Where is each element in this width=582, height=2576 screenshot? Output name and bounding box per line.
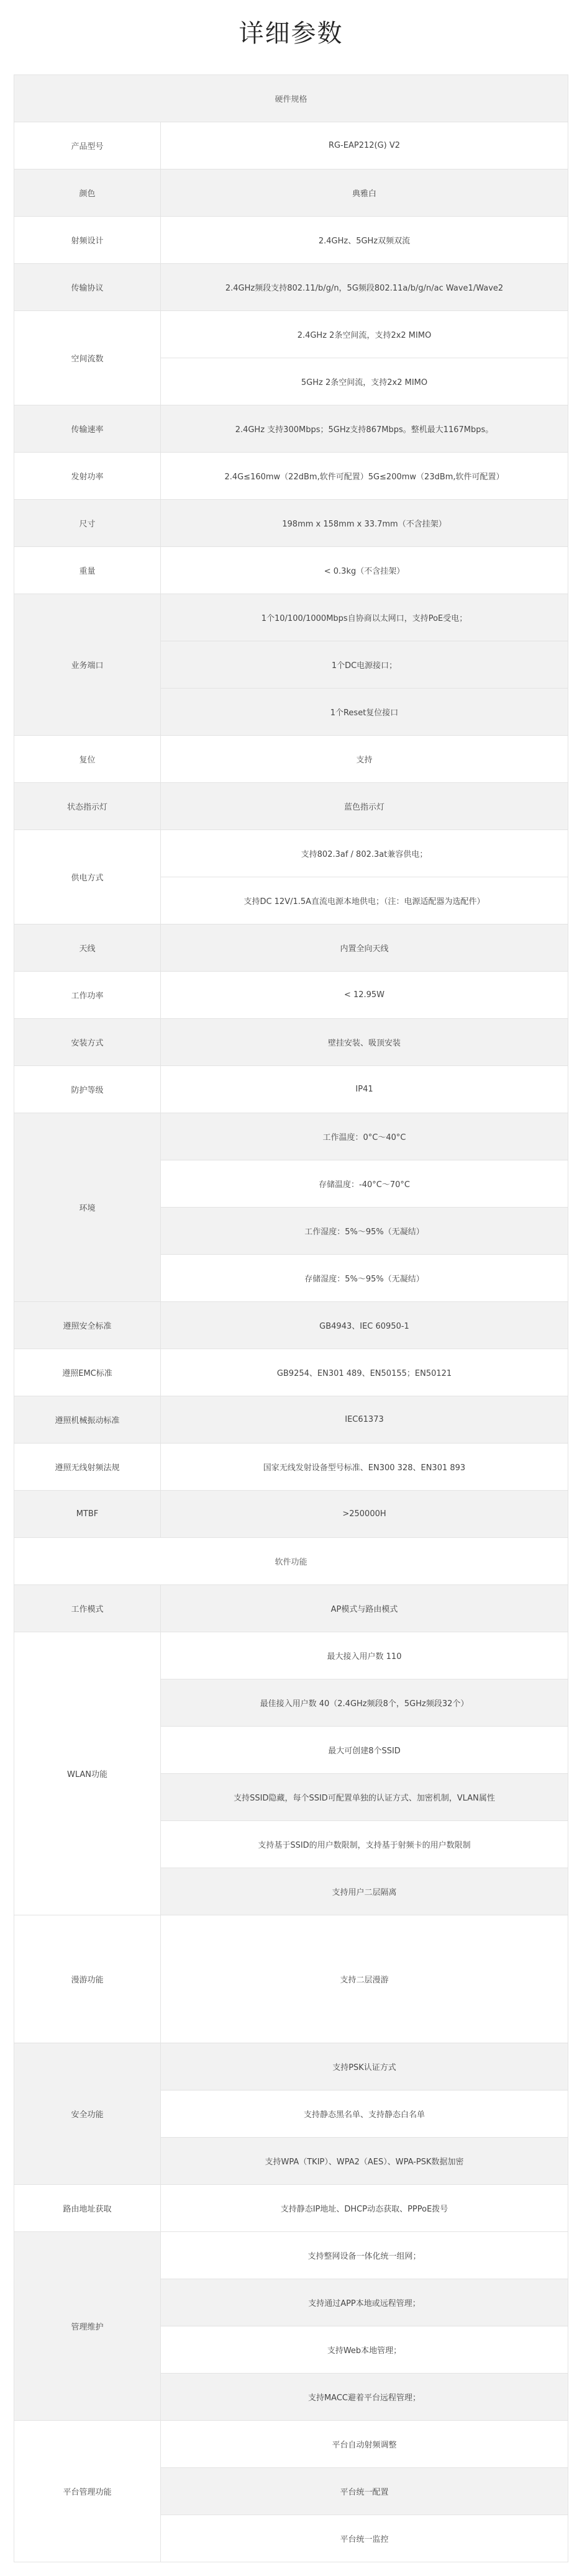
spec-value: 5GHz 2条空间流，支持2x2 MIMO xyxy=(161,358,568,405)
spec-row-routing xyxy=(14,2185,568,2232)
spec-value: 支持通过APP本地或远程管理； xyxy=(161,2279,568,2326)
spec-label: 颜色 xyxy=(14,169,161,217)
spec-label: 遵照安全标准 xyxy=(14,1302,161,1349)
spec-label: 复位 xyxy=(14,736,161,783)
spec-row-model xyxy=(14,122,568,169)
spec-label: 平台管理功能 xyxy=(14,2421,161,2562)
spec-label: WLAN功能 xyxy=(14,1632,161,1915)
spec-value: 蓝色指示灯 xyxy=(161,783,568,830)
spec-value: GB4943、IEC 60950-1 xyxy=(161,1302,568,1349)
spec-label: 产品型号 xyxy=(14,122,161,169)
spec-label: 传输速率 xyxy=(14,405,161,453)
spec-value: 支持用户二层隔离 xyxy=(161,1868,568,1915)
spec-row-mtbf xyxy=(14,1491,568,1538)
spec-value: 支持802.3af / 802.3at兼容供电； xyxy=(161,830,568,877)
spec-value: 支持Web本地管理； xyxy=(161,2326,568,2374)
spec-value: 最大可创建8个SSID xyxy=(161,1727,568,1774)
spec-value: 平台统一配置 xyxy=(161,2468,568,2515)
spec-value: 2.4GHz 支持300Mbps；5GHz支持867Mbps。整机最大1167Mbps。 xyxy=(161,405,568,453)
spec-value: 支持基于SSID的用户数限制，支持基于射频卡的用户数限制 xyxy=(161,1821,568,1868)
spec-row-platform xyxy=(14,2421,568,2468)
spec-value: 支持整网设备一体化统一组网； xyxy=(161,2232,568,2279)
spec-value: GB9254、EN301 489、EN50155；EN50121 xyxy=(161,1349,568,1396)
spec-row-weight xyxy=(14,547,568,594)
spec-label: 遵照机械振动标准 xyxy=(14,1396,161,1444)
spec-row-safety xyxy=(14,1302,568,1349)
spec-label: 业务端口 xyxy=(14,594,161,736)
spec-label: 路由地址获取 xyxy=(14,2185,161,2232)
spec-value: 典雅白 xyxy=(161,169,568,217)
spec-label: 尺寸 xyxy=(14,500,161,547)
spec-row-rate xyxy=(14,405,568,453)
spec-value: RG-EAP212(G) V2 xyxy=(161,122,568,169)
section-title: 软件功能 xyxy=(14,1538,568,1585)
spec-value: 国家无线发射设备型号标准、EN300 328、EN301 893 xyxy=(161,1444,568,1491)
spec-value: 支持静态黑名单、支持静态白名单 xyxy=(161,2090,568,2138)
spec-label: 空间流数 xyxy=(14,311,161,405)
spec-label: 管理维护 xyxy=(14,2232,161,2421)
spec-value: 2.4GHz、5GHz双频双流 xyxy=(161,217,568,264)
spec-row-mode xyxy=(14,1585,568,1632)
spec-label: 传输协议 xyxy=(14,264,161,311)
spec-label: 重量 xyxy=(14,547,161,594)
spec-row-color xyxy=(14,169,568,217)
page-title: 详细参数 xyxy=(239,19,343,48)
spec-row-mgmt xyxy=(14,2232,568,2279)
spec-row-ip xyxy=(14,1066,568,1113)
spec-value: 1个DC电源接口； xyxy=(161,641,568,689)
spec-label: 防护等级 xyxy=(14,1066,161,1113)
spec-label: 遵照无线射频法规 xyxy=(14,1444,161,1491)
spec-row-workpower xyxy=(14,972,568,1019)
spec-row-ports xyxy=(14,594,568,641)
section-software xyxy=(14,1538,568,1585)
spec-row-roam xyxy=(14,1915,568,2043)
spec-value: < 12.95W xyxy=(161,972,568,1019)
spec-row-rf xyxy=(14,217,568,264)
spec-value: 支持PSK认证方式 xyxy=(161,2043,568,2090)
spec-value: 198mm x 158mm x 33.7mm（不含挂架） xyxy=(161,500,568,547)
spec-value: 内置全向天线 xyxy=(161,924,568,972)
spec-label: 射频设计 xyxy=(14,217,161,264)
spec-label: 供电方式 xyxy=(14,830,161,924)
spec-value: 存储湿度：5%～95%（无凝结） xyxy=(161,1255,568,1302)
spec-row-security xyxy=(14,2043,568,2090)
spec-row-wlan xyxy=(14,1632,568,1679)
spec-value: 1个Reset复位接口 xyxy=(161,689,568,736)
spec-value: IEC61373 xyxy=(161,1396,568,1444)
spec-value: 最佳接入用户数 40（2.4GHz频段8个，5GHz频段32个） xyxy=(161,1679,568,1727)
spec-label: 工作功率 xyxy=(14,972,161,1019)
spec-value: 支持静态IP地址、DHCP动态获取、PPPoE拨号 xyxy=(161,2185,568,2232)
section-title: 硬件规格 xyxy=(14,75,568,122)
spec-value: < 0.3kg（不含挂架） xyxy=(161,547,568,594)
spec-row-emc xyxy=(14,1349,568,1396)
spec-value: 2.4GHz频段支持802.11/b/g/n，5G频段802.11a/b/g/n/ac Wave1/Wave2 xyxy=(161,264,568,311)
spec-label: 发射功率 xyxy=(14,453,161,500)
spec-value: 平台自动射频调整 xyxy=(161,2421,568,2468)
spec-value: 工作温度：0°C～40°C xyxy=(161,1113,568,1160)
spec-value: IP41 xyxy=(161,1066,568,1113)
spec-label: 遵照EMC标准 xyxy=(14,1349,161,1396)
spec-row-streams xyxy=(14,311,568,358)
spec-row-supply xyxy=(14,830,568,877)
spec-table xyxy=(14,75,568,2562)
spec-value: >250000H xyxy=(161,1491,568,1538)
spec-value: 平台统一监控 xyxy=(161,2515,568,2562)
spec-label: 状态指示灯 xyxy=(14,783,161,830)
spec-value: 最大接入用户数 110 xyxy=(161,1632,568,1679)
spec-value: 2.4GHz 2条空间流，支持2x2 MIMO xyxy=(161,311,568,358)
spec-row-reset xyxy=(14,736,568,783)
spec-value: 壁挂安装、吸顶安装 xyxy=(161,1019,568,1066)
spec-row-mech xyxy=(14,1396,568,1444)
spec-value: 支持 xyxy=(161,736,568,783)
spec-row-power xyxy=(14,453,568,500)
spec-label: 安装方式 xyxy=(14,1019,161,1066)
spec-row-antenna xyxy=(14,924,568,972)
spec-label: 漫游功能 xyxy=(14,1915,161,2043)
spec-value: 存储温度：-40°C～70°C xyxy=(161,1160,568,1208)
spec-row-protocol xyxy=(14,264,568,311)
spec-row-install xyxy=(14,1019,568,1066)
spec-row-size xyxy=(14,500,568,547)
spec-value: 1个10/100/1000Mbps自协商以太网口，支持PoE受电； xyxy=(161,594,568,641)
spec-label: MTBF xyxy=(14,1491,161,1538)
spec-row-led xyxy=(14,783,568,830)
section-hardware xyxy=(14,75,568,122)
spec-row-env xyxy=(14,1113,568,1160)
spec-value: 2.4G≤160mw（22dBm,软件可配置）5G≤200mw（23dBm,软件可配置） xyxy=(161,453,568,500)
spec-value: AP模式与路由模式 xyxy=(161,1585,568,1632)
spec-value: 支持SSID隐藏，每个SSID可配置单独的认证方式、加密机制，VLAN属性 xyxy=(161,1774,568,1821)
spec-label: 工作模式 xyxy=(14,1585,161,1632)
spec-value: 支持WPA（TKIP）、WPA2（AES）、WPA-PSK数据加密 xyxy=(161,2138,568,2185)
spec-value: 支持二层漫游 xyxy=(161,1915,568,2043)
spec-label: 天线 xyxy=(14,924,161,972)
spec-label: 环境 xyxy=(14,1113,161,1302)
spec-value: 工作湿度：5%～95%（无凝结） xyxy=(161,1208,568,1255)
spec-row-radio xyxy=(14,1444,568,1491)
spec-label: 安全功能 xyxy=(14,2043,161,2185)
spec-value: 支持MACC避着平台远程管理； xyxy=(161,2374,568,2421)
spec-value: 支持DC 12V/1.5A直流电源本地供电；（注：电源适配器为选配件） xyxy=(161,877,568,924)
